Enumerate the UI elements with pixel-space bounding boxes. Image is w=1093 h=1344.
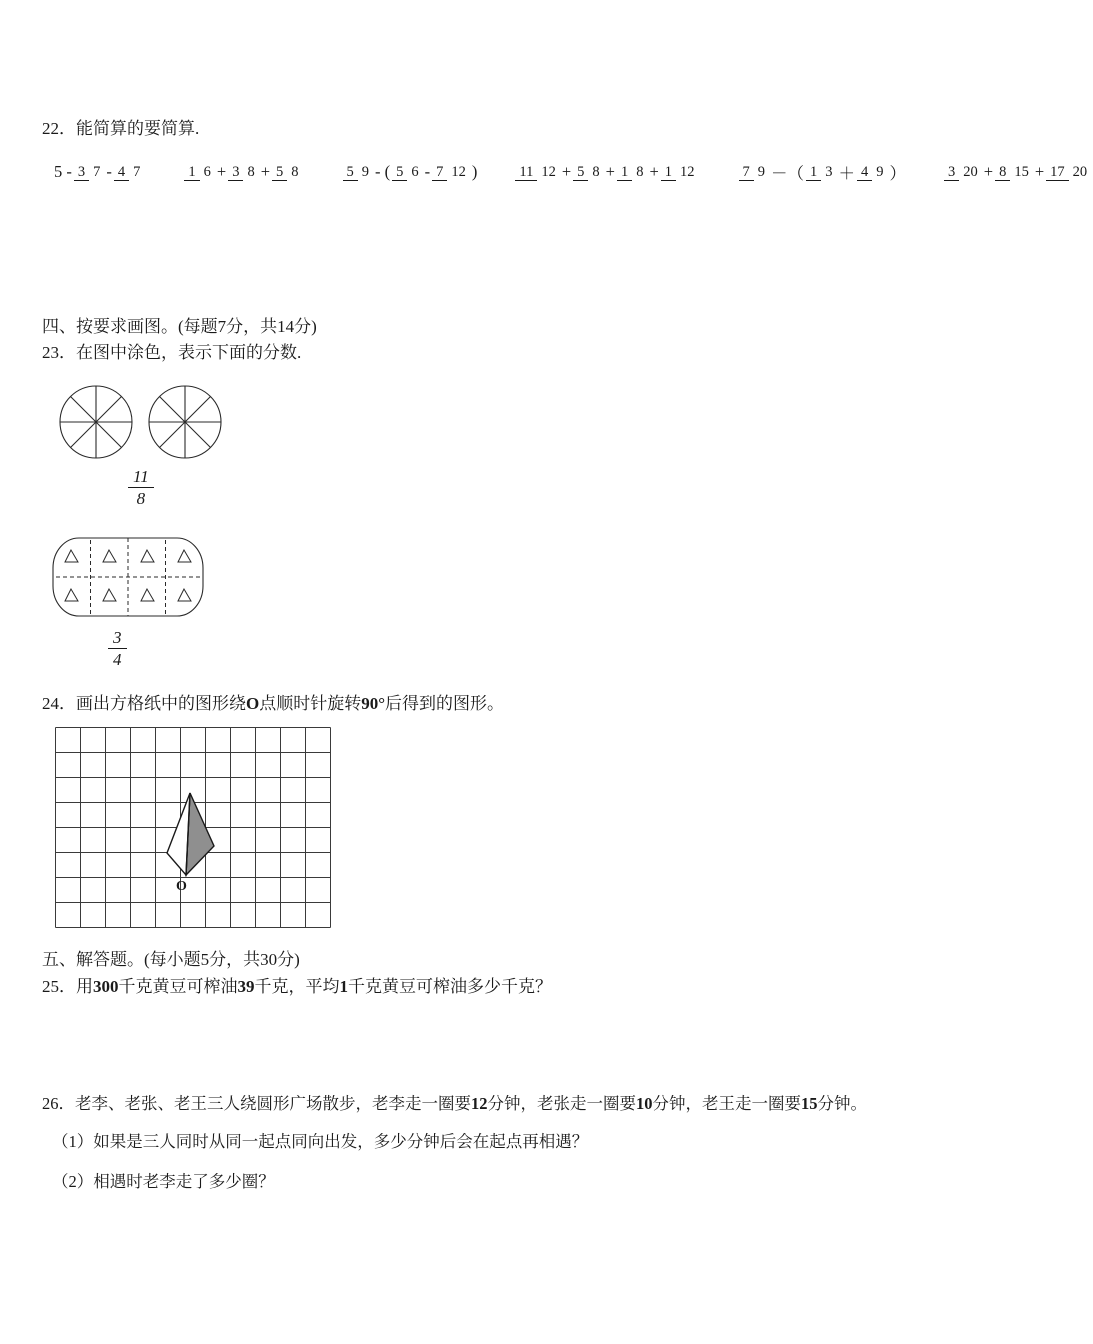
operator-text: - — [106, 162, 112, 181]
triangle-icon — [178, 550, 191, 562]
operator-text: －（ — [771, 164, 805, 183]
q24-heading: 24．画出方格纸中的图形绕O点顺时针旋转90°后得到的图形。 — [42, 694, 505, 713]
fraction-denominator: 4 — [113, 650, 122, 670]
expression-3 — [341, 162, 478, 182]
expression-4 — [513, 162, 700, 182]
triangle-icon — [103, 550, 116, 562]
rotation-grid-diagram — [55, 727, 332, 929]
fraction: 4 7 — [114, 164, 145, 181]
operator-text: + — [561, 162, 572, 181]
q22-heading: 22．能简算的要简算. — [42, 119, 200, 138]
operator-text: 5 - — [54, 162, 72, 181]
circles-svg — [58, 382, 288, 462]
operator-text: - ( — [375, 162, 391, 181]
operator-text: + — [605, 162, 615, 181]
triangle-icon — [141, 550, 154, 562]
section4-heading: 四、按要求画图。(每题7分，共14分) — [42, 317, 317, 336]
expression-5 — [737, 160, 907, 184]
grid-svg — [55, 727, 332, 929]
fraction-numerator: 11 — [128, 466, 154, 488]
fraction: 7 12 — [432, 164, 470, 181]
operator-text: + — [216, 162, 227, 181]
rotation-origin-label: O — [176, 879, 187, 894]
fraction: 3 20 — [944, 164, 982, 181]
fraction: 7 9 — [739, 164, 770, 181]
fraction: 1 6 — [184, 164, 215, 181]
operator-text: + — [983, 162, 994, 181]
fraction: 5 8 — [573, 164, 604, 181]
fraction: 1 8 — [617, 164, 648, 181]
operator-text: + — [649, 162, 659, 181]
operator-text: + — [260, 162, 270, 181]
triangle-icon — [178, 589, 191, 601]
operator-text: ） — [889, 164, 907, 183]
fraction: 3 7 — [74, 164, 105, 181]
expression-list — [54, 160, 1088, 184]
triangle-icon — [65, 589, 78, 601]
expression-1 — [54, 162, 146, 182]
fraction: 11 12 — [515, 164, 559, 181]
section5-heading: 五、解答题。(每小题5分，共30分) — [42, 950, 300, 969]
fraction: 17 20 — [1046, 164, 1091, 181]
fraction: 3 8 — [228, 164, 259, 181]
fraction: 8 15 — [995, 164, 1033, 181]
triangle-icon — [141, 589, 154, 601]
expression-2 — [182, 162, 304, 182]
operator-text: ) — [471, 162, 478, 181]
fraction: 5 6 — [392, 164, 423, 181]
fraction-three-quarters — [108, 627, 127, 671]
operator-text: - — [424, 162, 431, 181]
q26-sub2: （2）相遇时老李走了多少圈？ — [52, 1172, 275, 1191]
fraction-eleven-eighths — [128, 466, 154, 510]
circle-fraction-diagram — [58, 382, 288, 462]
fraction: 5 8 — [272, 164, 303, 181]
q26-sub1: （1）如果是三人同时从同一起点同向出发，多少分钟后会在起点再相遇？ — [52, 1132, 589, 1151]
operator-text: + — [1034, 162, 1045, 181]
fraction-denominator: 8 — [136, 489, 146, 509]
q23-heading: 23．在图中涂色，表示下面的分数. — [42, 343, 302, 362]
rounded-rect-svg — [52, 537, 204, 617]
operator-text: ＋ — [838, 164, 856, 183]
q26-heading: 26．老李、老张、老王三人绕圆形广场散步，老李走一圈要12分钟，老张走一圈要10分钟，老王走一圈要15分钟。 — [42, 1094, 867, 1113]
rounded-rect-fraction-diagram — [52, 537, 204, 617]
triangle-icon — [103, 589, 116, 601]
fraction: 5 9 — [343, 164, 374, 181]
q25-heading: 25．用300千克黄豆可榨油39千克，平均1千克黄豆可榨油多少千克？ — [42, 977, 552, 996]
kite-shaded-half — [186, 793, 214, 875]
fraction: 1 12 — [661, 164, 699, 181]
expression-6 — [942, 162, 1093, 182]
fraction: 4 9 — [857, 164, 888, 181]
fraction: 1 3 — [806, 164, 837, 181]
fraction-numerator: 3 — [108, 627, 127, 649]
triangle-icon — [65, 550, 78, 562]
